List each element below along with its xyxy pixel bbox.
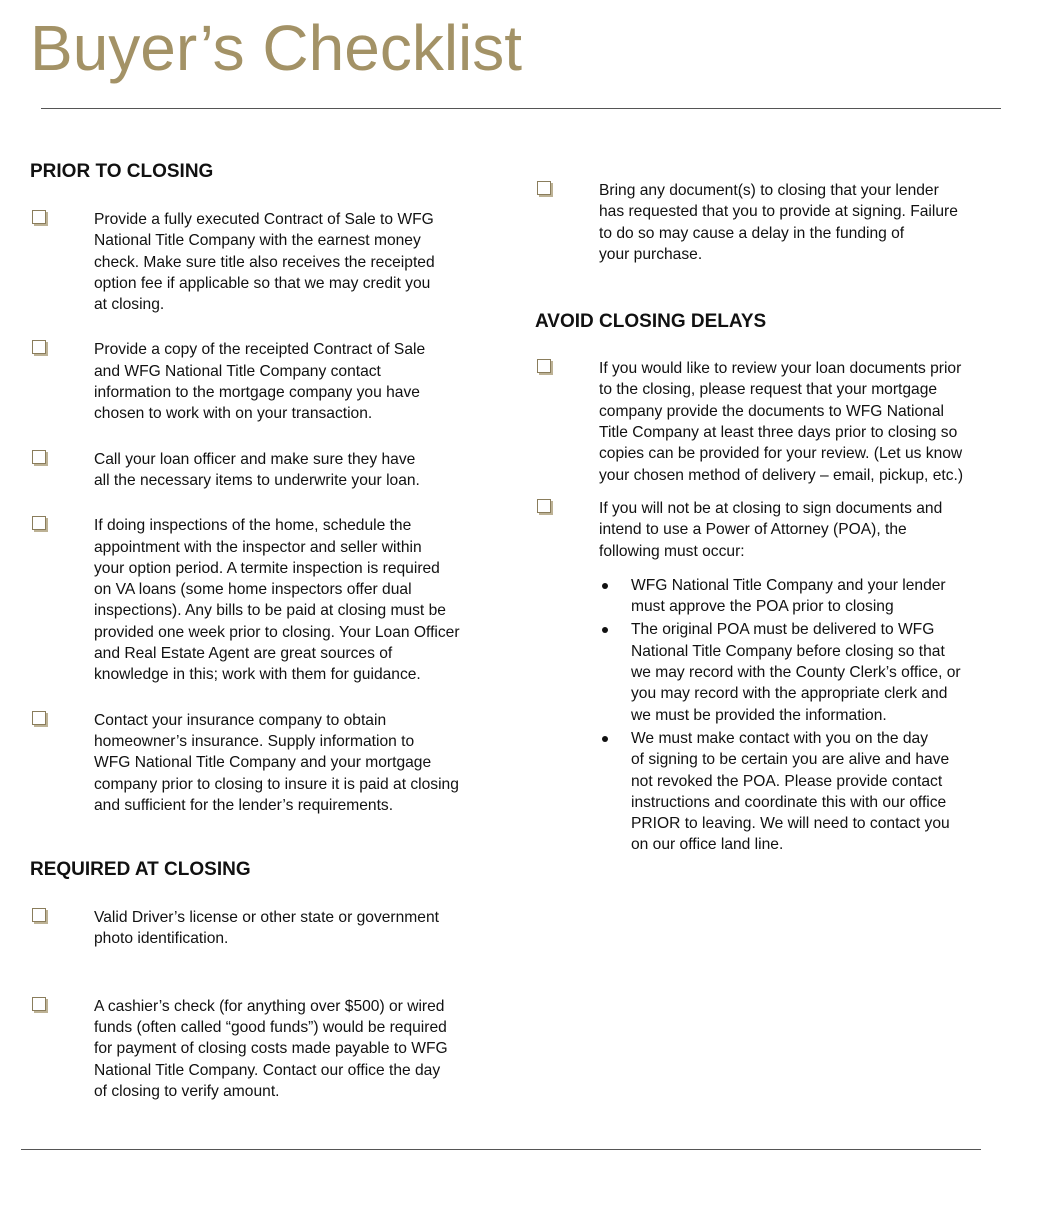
bullet-text: The original POA must be delivered to WFG National Title Company before closing so that we may record with the County Clerk’s office, or you may record with the appropriate clerk and we must be provided the information. bbox=[631, 621, 961, 724]
checklist-item-text: Valid Driver’s license or other state or government photo identification. bbox=[94, 909, 439, 948]
checklist-item-text: If doing inspections of the home, schedule the appointment with the inspector and seller within your option period. A termite inspection is required on VA loans (some home inspectors offer dual inspections). Any bills to be paid at closing must be provided one week prior to closing. Your Loan Officer and Real Estate Agent are great sources of knowledge in this; work with them for guidance. bbox=[94, 517, 460, 684]
bullet-icon bbox=[602, 736, 608, 742]
checkbox-icon[interactable] bbox=[537, 359, 551, 373]
checklist-item-text: A cashier’s check (for anything over $500) or wired funds (often called “good funds”) would be required for payment of closing costs made payable to WFG National Title Company. Contact our office the day of closing to verify amount. bbox=[94, 997, 448, 1100]
left-column bbox=[30, 160, 480, 1102]
checklist-item bbox=[30, 907, 480, 950]
checkbox-icon[interactable] bbox=[32, 340, 46, 354]
bullet-icon bbox=[602, 627, 608, 633]
checklist-item bbox=[30, 339, 480, 424]
checklist-item bbox=[30, 209, 480, 315]
checklist-item bbox=[535, 180, 995, 265]
bullet-icon bbox=[602, 583, 608, 589]
checklist-item-text: If you would like to review your loan documents prior to the closing, please request that your mortgage company provide the documents to WFG National Title Company at least three days prior to closing so copies can be provided for your review. (Let us know your chosen method of delivery – email, pickup, etc.) bbox=[599, 360, 964, 484]
poa-bullet-list bbox=[599, 575, 995, 856]
checkbox-icon[interactable] bbox=[32, 516, 46, 530]
checkbox-icon[interactable] bbox=[32, 711, 46, 725]
checklist-item bbox=[30, 710, 480, 816]
bullet-text: WFG National Title Company and your lender must approve the POA prior to closing bbox=[631, 576, 946, 616]
checkbox-icon[interactable] bbox=[32, 997, 46, 1011]
checkbox-icon[interactable] bbox=[32, 450, 46, 464]
checklist-item bbox=[30, 996, 480, 1102]
required-at-closing-heading: REQUIRED AT CLOSING bbox=[30, 859, 251, 881]
checklist-item-text: Contact your insurance company to obtain homeowner’s insurance. Supply information to WFG National Title Company and your mortgage company prior to closing to insure it is paid at closing and sufficient for the lender’s requirements. bbox=[94, 711, 459, 814]
right-column bbox=[535, 180, 995, 856]
bullet-item bbox=[599, 728, 995, 856]
checklist-item bbox=[30, 449, 480, 492]
checklist-item-text: If you will not be at closing to sign documents and intend to use a Power of Attorney (POA), the following must occur: bbox=[599, 499, 943, 560]
top-divider bbox=[41, 108, 1001, 109]
checkbox-icon[interactable] bbox=[32, 210, 46, 224]
checklist-item-text: Provide a fully executed Contract of Sale to WFG National Title Company with the earnest money check. Make sure title also receives the receipted option fee if applicable so that we may credit you at closing. bbox=[94, 211, 435, 314]
bottom-divider bbox=[21, 1149, 981, 1150]
checklist-item-text: Call your loan officer and make sure they have all the necessary items to underwrite your loan. bbox=[94, 450, 420, 489]
bullet-item bbox=[599, 575, 995, 618]
checklist-item bbox=[535, 358, 995, 486]
prior-to-closing-heading: PRIOR TO CLOSING bbox=[30, 161, 214, 182]
bullet-item bbox=[599, 619, 995, 725]
checkbox-icon[interactable] bbox=[537, 181, 551, 195]
checkbox-icon[interactable] bbox=[537, 499, 551, 513]
checklist-item-text: Bring any document(s) to closing that your lender has requested that you to provide at signing. Failure to do so may cause a delay in the funding of your purchase. bbox=[599, 182, 958, 263]
checklist-item bbox=[30, 515, 480, 685]
checkbox-icon[interactable] bbox=[32, 908, 46, 922]
bullet-text: We must make contact with you on the day of signing to be certain you are alive and have not revoked the POA. Please provide contact instructions and coordinate this with our office PRIOR to leaving. We will need to contact you on our office land line. bbox=[631, 729, 950, 854]
avoid-closing-delays-heading: AVOID CLOSING DELAYS bbox=[535, 311, 767, 333]
page-title: Buyer’s Checklist bbox=[30, 12, 523, 84]
checklist-item-text: Provide a copy of the receipted Contract of Sale and WFG National Title Company contact information to the mortgage company you have chosen to work with on your transaction. bbox=[94, 341, 426, 423]
checklist-item bbox=[535, 498, 995, 856]
